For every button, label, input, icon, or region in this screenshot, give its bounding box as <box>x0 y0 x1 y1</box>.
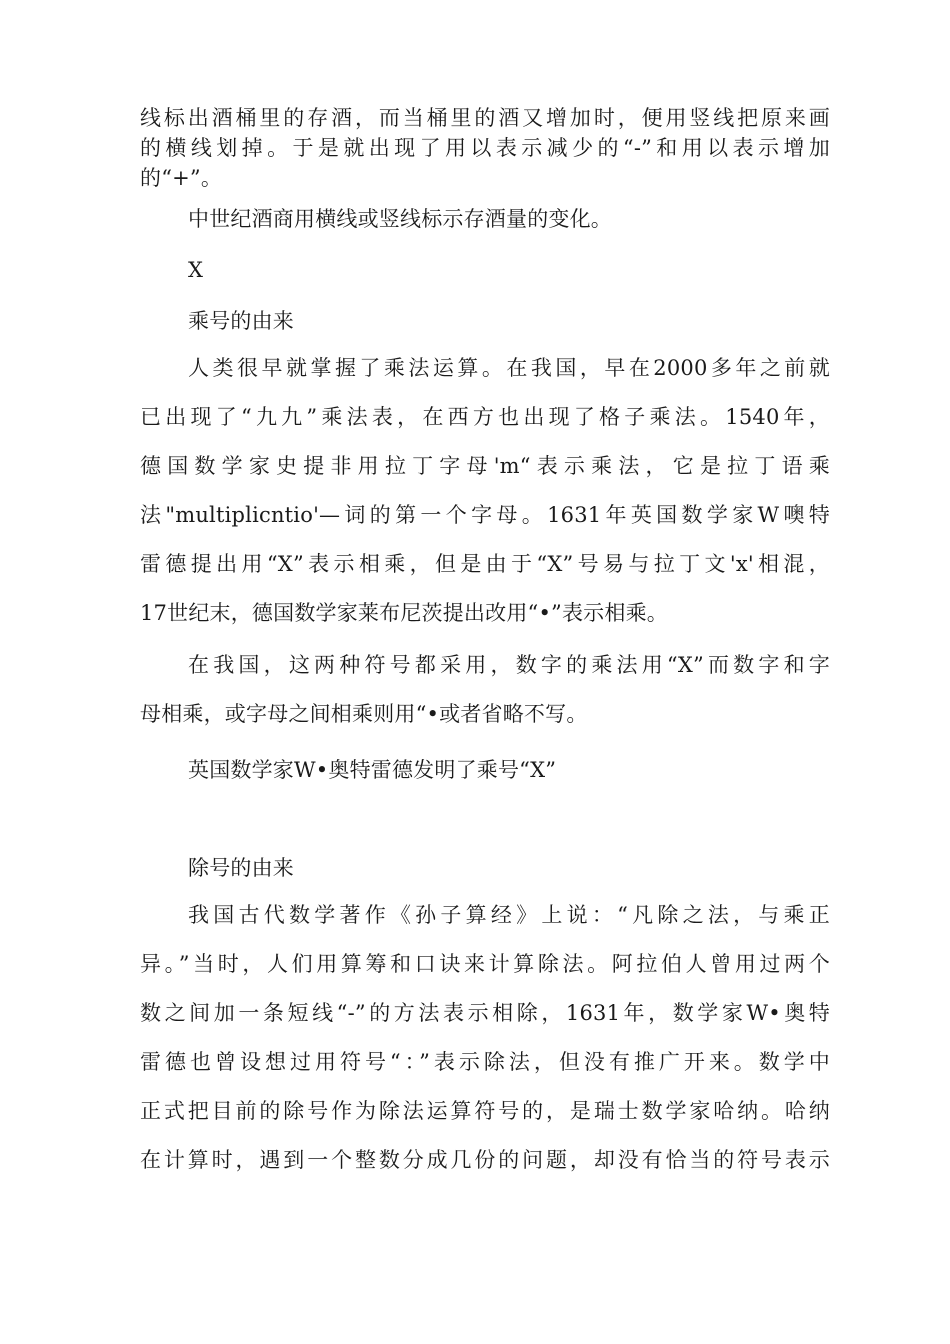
text-line: X <box>188 258 204 282</box>
text-line: 的横线划掉。于是就出现了用以表示减少的“-”和用以表示增加 <box>140 136 830 160</box>
text-line: 在我国，这两种符号都采用，数字的乘法用“X”而数字和字 <box>188 653 830 677</box>
paragraph-wine-barrel-continuation <box>140 103 830 193</box>
text-line: 数之间加一条短线“-”的方法表示相除，1631年，数学家W•奥特 <box>140 1001 830 1025</box>
paragraph-multiplication-in-china <box>140 641 830 739</box>
text-line: 在计算时，遇到一个整数分成几份的问题，却没有恰当的符号表示 <box>140 1148 830 1172</box>
text-line: 雷德也曾设想过用符号“：”表示除法，但没有推广开来。数学中 <box>140 1050 830 1074</box>
text-line: 已出现了“九九”乘法表，在西方也出现了格子乘法。1540年， <box>140 405 830 429</box>
text-line: 英国数学家W•奥特雷德发明了乘号“X” <box>188 758 557 782</box>
paragraph-caption-wine-merchants <box>140 204 830 234</box>
section-heading-division <box>140 853 830 883</box>
text-line: 德国数学家史提非用拉丁字母'm“表示乘法，它是拉丁语乘 <box>140 454 830 478</box>
section-title: 乘号的由来 <box>188 309 294 333</box>
text-line: 我国古代数学著作《孙子算经》上说：“凡除之法，与乘正 <box>188 903 830 927</box>
section-title: 除号的由来 <box>188 856 294 880</box>
text-line: 的“+”。 <box>140 166 223 190</box>
text-line: 异。”当时，人们用算筹和口诀来计算除法。阿拉伯人曾用过两个 <box>140 952 830 976</box>
text-line: 母相乘，或字母之间相乘则用“•或者省略不写。 <box>140 702 588 726</box>
text-line: 17世纪末，德国数学家莱布尼茨提出改用“•”表示相乘。 <box>140 601 668 625</box>
text-line: 正式把目前的除号作为除法运算符号的，是瑞士数学家哈纳。哈纳 <box>140 1099 830 1123</box>
text-line: 雷德提出用“X”表示相乘，但是由于“X”号易与拉丁文'x'相混， <box>140 552 830 576</box>
text-line: 法"multiplicntio'—词的第一个字母。1631年英国数学家W噢特 <box>140 503 830 527</box>
text-line: 中世纪酒商用横线或竖线标示存酒量的变化。 <box>188 207 612 231</box>
paragraph-multiplication-history <box>140 344 830 638</box>
text-line: 人类很早就掌握了乘法运算。在我国，早在2000多年之前就 <box>188 356 830 380</box>
multiplication-symbol-line <box>140 255 830 285</box>
text-line: 线标出酒桶里的存酒，而当桶里的酒又增加时，便用竖线把原来画 <box>140 106 830 130</box>
paragraph-division-history <box>140 891 830 1185</box>
paragraph-caption-oughtred <box>140 755 830 785</box>
section-heading-multiplication <box>140 306 830 336</box>
